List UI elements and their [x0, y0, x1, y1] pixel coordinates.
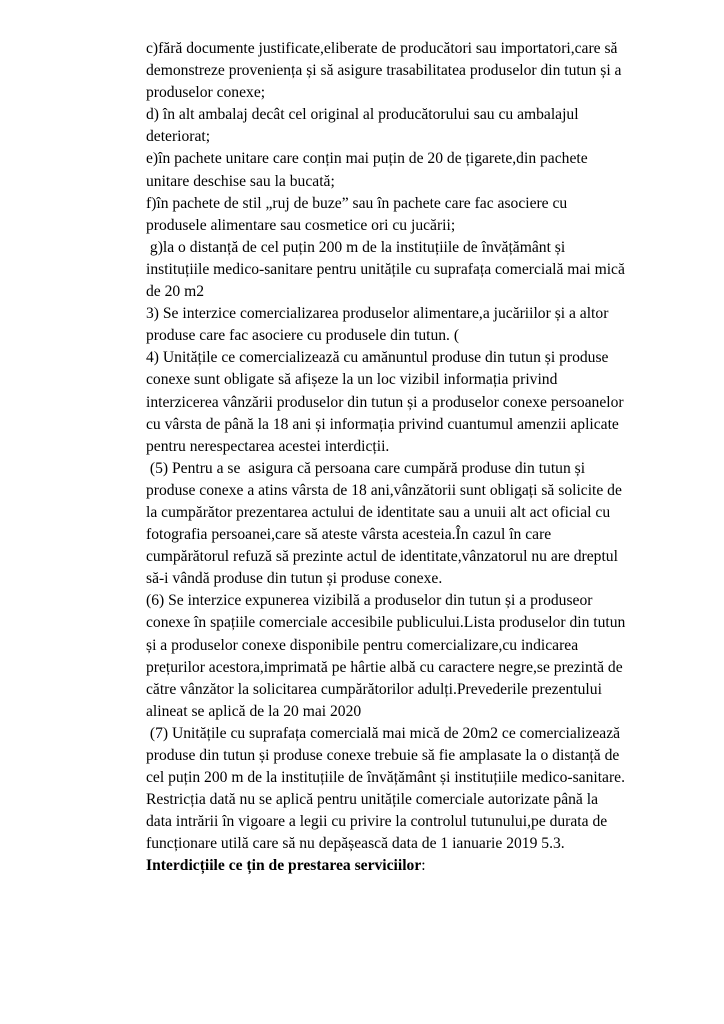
text-line: produselor conexe; [146, 84, 266, 102]
text-line: produse conexe a atins vârsta de 18 ani,vânzătorii sunt obligați să solicite de [146, 481, 622, 499]
text-line: unitare deschise sau la bucată; [146, 172, 335, 190]
text-line: fotografia persoanei,care să ateste vârsta acesteia.În cazul în care [146, 526, 552, 544]
text-line: să-i vândă produse din tutun și produse conexe. [146, 570, 443, 588]
text-line: 3) Se interzice comercializarea produselor alimentare,a jucăriilor și a altor [146, 305, 609, 323]
text-line: produse din tutun și produse conexe trebuie să fie amplasate la o distanță de [146, 747, 620, 764]
text-line: la cumpărător prezentarea actului de identitate sau a unuii alt act oficial cu [146, 503, 611, 521]
text-line: alineat se aplică de la 20 mai 2020 [146, 702, 362, 720]
text-line: către vânzător la solicitarea cumpărătorilor adulți.Prevederile prezentului [146, 680, 602, 698]
text-line: demonstreze proveniența și să asigure trasabilitatea produselor din tutun și a [146, 62, 622, 80]
text-line: conexe în spațiile comerciale accesibile publicului.Lista produselor din tutun [146, 614, 626, 632]
text-line: (5) Pentru a se asigura că persoana care cumpără produse din tutun și [146, 459, 586, 477]
text-line: data intrării în vigoare a legii cu privire la controlul tutunului,pe durata de [146, 813, 608, 831]
text-line: d) în alt ambalaj decât cel original al producătorului sau cu ambalajul [146, 106, 579, 124]
text-line: pentru nerespectarea acestei interdicții. [146, 437, 390, 455]
text-line: (7) Unitățile cu suprafața comercială mai mică de 20m2 ce comercializează [146, 724, 621, 742]
text-line: e)în pachete unitare care conțin mai puțin de 20 de țigarete,din pachete [146, 150, 588, 168]
text-line: 4) Unitățile ce comercializează cu amănuntul produse din tutun și produse [146, 349, 609, 367]
text-line: cu vârsta de până la 18 ani și informația privind cuantumul amenzii aplicate [146, 415, 619, 433]
text-line: cumpărătorul refuză să prezinte actul de identitate,vânzatorul nu are dreptul [146, 548, 618, 566]
text-line: și a produselor conexe disponibile pentru comercializare,cu indicarea [146, 636, 579, 654]
text-line: g)la o distanță de cel puțin 200 m de la instituțiile de învățământ și [146, 238, 566, 256]
text-line: de 20 m2 [146, 283, 205, 301]
document-body [146, 38, 686, 878]
text-line: produsele alimentare sau cosmetice ori cu jucării; [146, 216, 456, 234]
text-line: Restricția dată nu se aplică pentru unitățile comerciale autorizate până la [146, 791, 599, 809]
text-line: (6) Se interzice expunerea vizibilă a produselor din tutun și a produseor [146, 592, 593, 610]
text-line: c)fără documente justificate,eliberate de producători sau importatori,care să [146, 40, 618, 57]
text-line: instituțiile medico-sanitare pentru unitățile cu suprafața comercială mai mică [146, 260, 625, 278]
text-line: f)în pachete de stil „ruj de buze” sau în pachete care fac asociere cu [146, 194, 568, 212]
text-line: prețurilor acestora,imprimată pe hârtie albă cu caractere negre,se prezintă de [146, 658, 623, 676]
section-heading-colon: : [421, 857, 426, 875]
text-line: cel puțin 200 m de la instituțiile de învățământ și instituțiile medico-sanitare. [146, 769, 625, 787]
text-line: funcționare utilă care să nu depășească data de 1 ianuarie 2019 5.3. [146, 835, 565, 853]
text-line: produse care fac asociere cu produsele din tutun. ( [146, 327, 460, 345]
text-line: interzicerea vânzării produselor din tutun și a produselor conexe persoanelor [146, 393, 624, 411]
section-heading-text: Interdicțiile ce țin de prestarea serviciilor [146, 857, 422, 875]
section-heading [146, 855, 686, 877]
text-line: conexe sunt obligate să afișeze la un loc vizibil informația privind [146, 371, 558, 389]
text-line: deteriorat; [146, 128, 211, 146]
